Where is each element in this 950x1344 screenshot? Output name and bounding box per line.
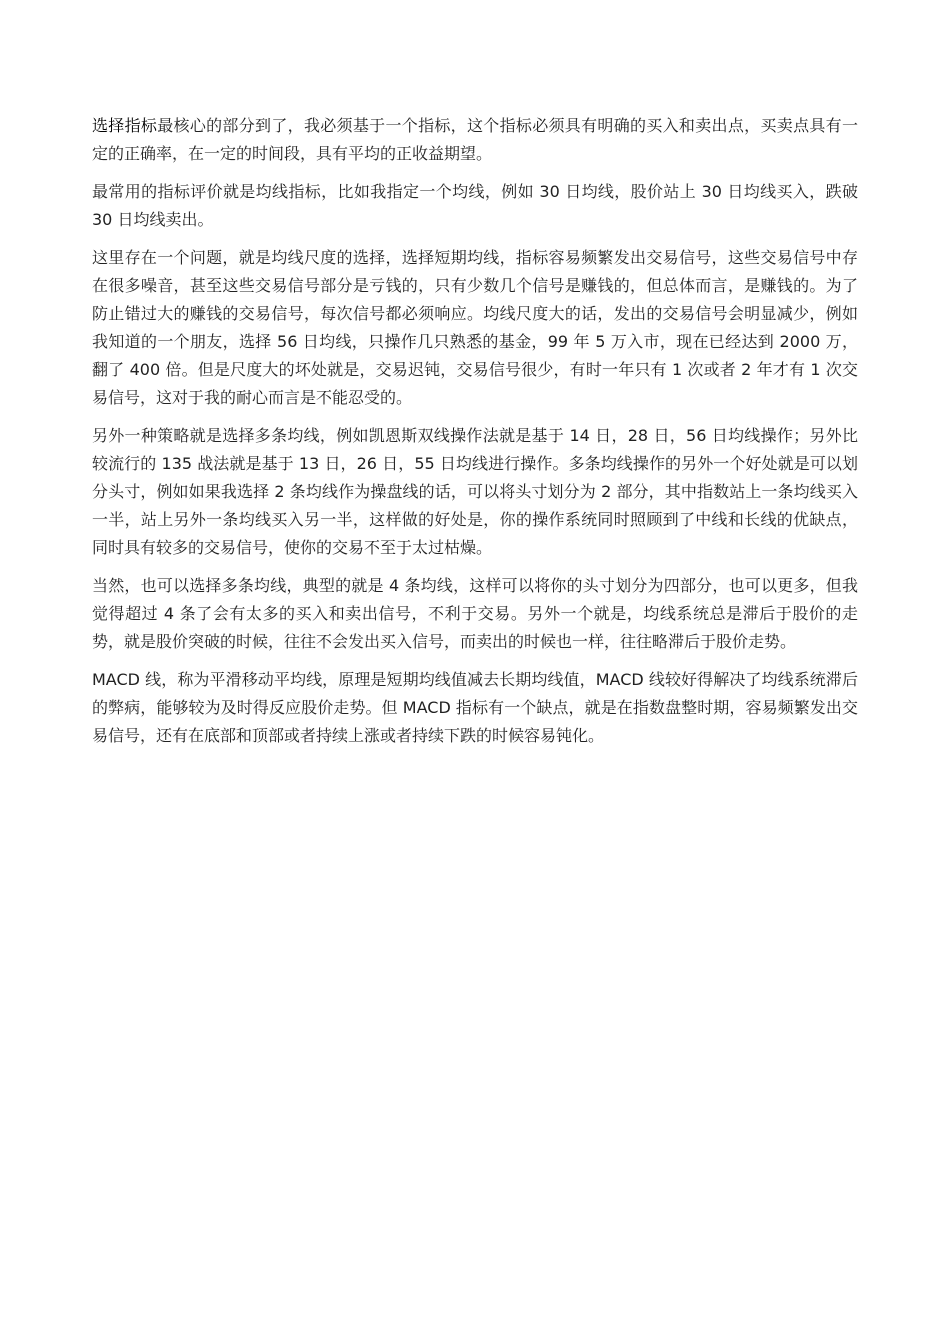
paragraph-scale-choice: [92, 244, 858, 412]
document-body: [92, 112, 858, 760]
paragraph-text: MACD 线，称为平滑移动平均线，原理是短期均线值减去长期均线值，MACD 线较好得解决了均线系统滞后的弊病，能够较为及时得反应股价走势。但 MACD 指标有一个缺点，就是在指数盘整时期，容易频繁发出交易信号，还有在底部和顶部或者持续上涨或者持续下跌的时候容易钝化。: [92, 670, 858, 745]
paragraph-moving-average: [92, 178, 858, 234]
paragraph-text: 另外一种策略就是选择多条均线，例如凯恩斯双线操作法就是基于 14 日，28 日，56 日均线操作；另外比较流行的 135 战法就是基于 13 日，26 日，55 日均线进行操作。多条均线操作的另外一个好处就是可以划分头寸，例如如果我选择 2 条均线作为操盘线的话，可以将头寸划分为 2 部分，其中指数站上一条均线买入一半，站上另外一条均线买入另一半，这样做的好处是，你的操作系统同时照顾到了中线和长线的优缺点，同时具有较多的交易信号，使你的交易不至于太过枯燥。: [92, 426, 858, 557]
paragraph-text: 这里存在一个问题，就是均线尺度的选择，选择短期均线，指标容易频繁发出交易信号，这些交易信号中存在很多噪音，甚至这些交易信号部分是亏钱的，只有少数几个信号是赚钱的，但总体而言，是赚钱的。为了防止错过大的赚钱的交易信号，每次信号都必须响应。均线尺度大的话，发出的交易信号会明显减少，例如我知道的一个朋友，选择 56 日均线，只操作几只熟悉的基金，99 年 5 万入市，现在已经达到 2000 万，翻了 400 倍。但是尺度大的坏处就是，交易迟钝，交易信号很少，有时一年只有 1 次或者 2 年才有 1 次交易信号，这对于我的耐心而言是不能忍受的。: [92, 248, 858, 407]
paragraph-multi-line-strategy: [92, 422, 858, 562]
paragraph-text: 最核心的部分到了，我必须基于一个指标，这个指标必须具有明确的买入和卖出点，买卖点具有一定的正确率，在一定的时间段，具有平均的正收益期望。: [92, 116, 858, 163]
paragraph-four-lines: [92, 572, 858, 656]
paragraph-text: 当然，也可以选择多条均线，典型的就是 4 条均线，这样可以将你的头寸划分为四部分，也可以更多，但我觉得超过 4 条了会有太多的买入和卖出信号，不利于交易。另外一个就是，均线系统总是滞后于股价的走势，就是股价突破的时候，往往不会发出买入信号，而卖出的时候也一样，往往略滞后于股价走势。: [92, 576, 858, 651]
paragraph-lead: 选择指标: [92, 116, 158, 135]
paragraph-select-indicator: [92, 112, 858, 168]
paragraph-text: 最常用的指标评价就是均线指标，比如我指定一个均线，例如 30 日均线，股价站上 30 日均线买入，跌破 30 日均线卖出。: [92, 182, 858, 229]
paragraph-macd: [92, 666, 858, 750]
